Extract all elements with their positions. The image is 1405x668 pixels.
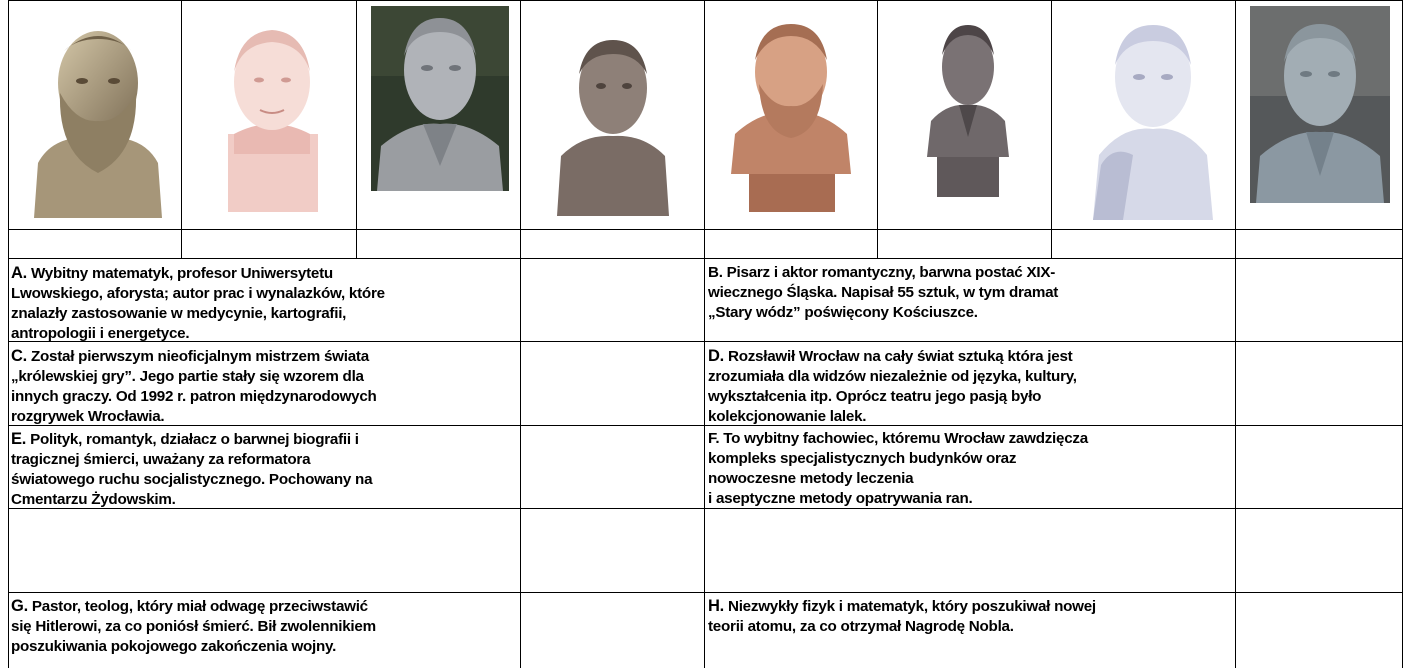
col-divider	[1051, 0, 1052, 258]
description-b	[708, 263, 1058, 323]
description-line	[11, 346, 377, 367]
description-text: kolekcjonowanie lalek.	[708, 408, 867, 425]
description-e	[11, 429, 372, 510]
col-divider	[520, 258, 521, 668]
description-h	[708, 596, 1096, 637]
table-border-top	[8, 0, 1403, 1]
bust-7-image	[1083, 15, 1223, 220]
bust-4-image	[553, 26, 673, 216]
bust-1-image	[24, 13, 172, 218]
row-divider-answers	[8, 258, 1403, 259]
description-text: F. To wybitny fachowiec, któremu Wrocław zawdzięcza	[708, 430, 1088, 447]
description-text: i aseptyczne metody opatrywania ran.	[708, 490, 973, 507]
description-letter: D.	[708, 347, 724, 365]
description-text: Polityk, romantyk, działacz o barwnej biografii i	[26, 431, 359, 448]
description-text: zrozumiała dla widzów niezależnie od języka, kultury,	[708, 368, 1077, 385]
matching-worksheet-table	[8, 0, 1403, 668]
row-divider-gh	[8, 592, 1403, 593]
table-border-left	[8, 0, 9, 668]
col-divider	[1235, 0, 1236, 668]
description-text: Cmentarzu Żydowskim.	[11, 491, 176, 508]
description-text: „królewskiej gry”. Jego partie stały się wzorem dla	[11, 368, 364, 385]
description-text: B. Pisarz i aktor romantyczny, barwna postać XIX-	[708, 264, 1056, 281]
description-text: kompleks specjalistycznych budynków oraz	[708, 450, 1017, 467]
description-a	[11, 263, 385, 344]
description-letter: G.	[11, 597, 28, 615]
description-c	[11, 346, 377, 427]
description-d	[708, 346, 1077, 427]
description-f	[708, 429, 1088, 509]
description-text: światowego ruchu socjalistycznego. Pochowany na	[11, 471, 373, 488]
row-divider-images	[8, 229, 1403, 230]
description-text: nowoczesne metody leczenia	[708, 470, 914, 487]
description-text: Wybitny matematyk, profesor Uniwersytetu	[27, 265, 333, 282]
bust-2-image	[204, 14, 340, 214]
description-text: wykształcenia itp. Oprócz teatru jego pasją było	[708, 388, 1042, 405]
col-divider	[704, 258, 705, 668]
description-letter: A.	[11, 264, 27, 282]
description-text: wiecznego Śląska. Napisał 55 sztuk, w tym dramat	[708, 284, 1059, 301]
description-line	[11, 596, 376, 617]
description-g	[11, 596, 376, 657]
description-line	[708, 346, 1077, 367]
description-text: znalazły zastosowanie w medycynie, kartografii,	[11, 305, 347, 322]
description-text: Lwowskiego, aforysta; autor prac i wynalazków, które	[11, 285, 385, 302]
description-text: się Hitlerowi, za co poniósł śmierć. Bił zwolennikiem	[11, 618, 376, 635]
description-text: Niezwykły fizyk i matematyk, który poszukiwał nowej	[724, 598, 1096, 615]
description-text: Rozsławił Wrocław na cały świat sztuką która jest	[724, 348, 1073, 365]
col-divider	[704, 0, 705, 258]
col-divider	[520, 0, 521, 258]
bust-3-image	[371, 6, 509, 191]
description-line	[11, 263, 385, 284]
col-divider	[877, 0, 878, 258]
description-text: antropologii i energetyce.	[11, 325, 190, 342]
bust-8-image	[1250, 6, 1390, 203]
description-text: rozgrywek Wrocławia.	[11, 408, 165, 425]
bust-6-image	[923, 17, 1013, 199]
description-text: „Stary wódz” poświęcony Kościuszce.	[708, 304, 978, 321]
description-text: Pastor, teolog, który miał odwagę przeciwstawić	[27, 598, 368, 615]
description-letter: E.	[11, 430, 27, 448]
description-text: Został pierwszym nieoficjalnym mistrzem świata	[27, 348, 369, 365]
col-divider	[356, 0, 357, 258]
description-text: poszukiwania pokojowego zakończenia wojny.	[11, 638, 337, 655]
description-line	[11, 429, 372, 450]
description-text: teorii atomu, za co otrzymał Nagrodę Nobla.	[708, 618, 1014, 635]
table-border-right	[1402, 0, 1403, 668]
description-letter: H.	[708, 597, 724, 615]
description-text: innych graczy. Od 1992 r. patron międzynarodowych	[11, 388, 377, 405]
description-line	[708, 596, 1096, 617]
col-divider	[181, 0, 182, 258]
description-text: tragicznej śmierci, uważany za reformatora	[11, 451, 311, 468]
bust-5-image	[721, 14, 861, 214]
description-letter: C.	[11, 347, 27, 365]
